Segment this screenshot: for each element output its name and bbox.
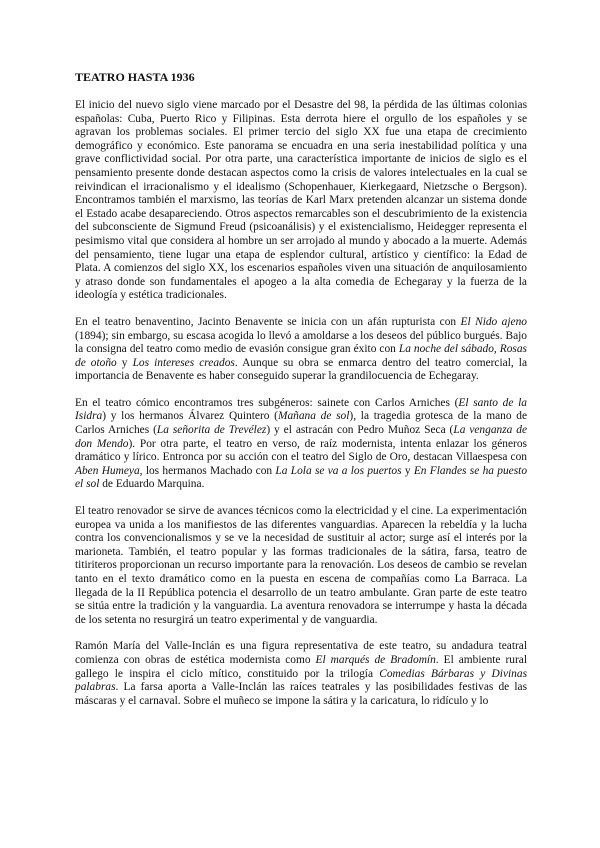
work-title: Mañana de sol	[277, 410, 350, 423]
paragraph-valle-inclan: Ramón María del Valle-Inclán es una figura representativa de este teatro, su andadura teatral comienza con obras de estética modernista como El marqués de Bradomín. El ambiente rural gallego le inspira el ciclo mítico, constituido por la trilogía Comedias Bárbaras y Divinas palabras. La farsa aporta a Valle-Inclán las raíces teatrales y las posibilidades festivas de las máscaras y el carnaval. Sobre el muñeco se impone la sátira y la caricatura, lo ridículo y lo	[75, 640, 527, 707]
paragraph-comic-theatre: En el teatro cómico encontramos tres subgéneros: sainete con Carlos Arniches (El santo de la Isidra) y los hermanos Álvarez Quintero (Mañana de sol), la tragedia grotesca de la mano de Carlos Arniches (La señorita de Trevélez) y el astracán con Pedro Muñoz Seca (La venganza de don Mendo). Por otra parte, el teatro en verso, de raíz modernista, intenta enlazar los géneros dramático y lírico. Entronca por su acción con el teatro del Siglo de Oro, destacan Villaespesa con Aben Humeya, los hermanos Machado con La Lola se va a los puertos y En Flandes se ha puesto el sol de Eduardo Marquina.	[75, 396, 528, 491]
paragraph-benavente: En el teatro benaventino, Jacinto Benavente se inicia con un afán rupturista con El Nido ajeno (1894); sin embargo, su escasa acogida lo llevó a amoldarse a los deseos del público burgués. Bajo la consigna del teatro como medio de evasión consigue gran éxito con La noche del sábado, Rosas de otoño y Los intereses creados. Aunque su obra se enmarca dentro del teatro comercial, la importancia de Benavente es haber conseguido superar la grandilocuencia de Echegaray.	[75, 315, 527, 383]
work-title: Aben Humeya	[75, 464, 140, 477]
work-title: La venganza de don Mendo	[75, 424, 528, 450]
work-title: El marqués de Bradomín	[315, 653, 436, 666]
work-title: El santo de la Isidra	[75, 396, 527, 423]
work-title: La Lola se va a los puertos	[275, 464, 402, 477]
work-title: Los intereses creados	[132, 356, 235, 369]
paragraph-context: El inicio del nuevo siglo viene marcado por el Desastre del 98, la pérdida de las últimas colonias españolas: Cuba, Puerto Rico y Filipinas. Esta derrota hiere el orgullo de los españoles y se agravan los problemas sociales. El primer tercio del siglo XX fue una etapa de crecimiento demográfico y económico. Este panorama se encuadra en una seria inestabilidad política y una grave conflictividad social. Por otra parte, una característica importante de inicios de siglo es el pensamiento presente donde destacan aspectos como la crisis de valores intelectuales en la cual se reivindican el irracionalismo y el idealismo (Schopenhauer, Kierkegaard, Nietzsche o Bergson). Encontramos también el marxismo, las teorías de Karl Marx pretenden alcanzar un sistema donde el Estado acabe desapareciendo. Otros aspectos remarcables son el descubrimiento de la existencia del subconsciente de Sigmund Freud (psicoanálisis) y el existencialismo, Heidegger representa el pesimismo vital que considera al hombre un ser arrojado al mundo y abocado a la muerte. Además del pensamiento, tiene lugar una etapa de esplendor cultural, artístico y científico: la Edad de Plata. A comienzos del siglo XX, los escenarios españoles viven una situación de anquilosamiento y atraso donde son fundamentales el apogeo a la alta comedia de Echegaray y la fuerza de la ideología y estética tradicionales.	[75, 99, 527, 302]
work-title: Comedias Bárbaras y Divinas palabras	[75, 667, 527, 694]
document-title: TEATRO HASTA 1936	[75, 70, 195, 84]
work-title: En Flandes se ha puesto el sol	[75, 464, 528, 491]
work-title: El Nido ajeno	[460, 315, 527, 328]
work-title: La noche del sábado, Rosas de otoño	[75, 343, 527, 369]
paragraph-renovating-theatre: El teatro renovador se sirve de avances técnicos como la electricidad y el cine. La experimentación europea va unida a los manifiestos de las diferentes vanguardias. Aparecen la rebeldía y la lucha contra los convencionalismos y se ve la necesidad de sustituir al actor; surge así el interés por la marioneta. También, el teatro popular y las formas tradicionales de la sátira, farsa, teatro de titiriteros proporcionan un recurso importante para la renovación. Los deseos de cambio se revelan tanto en el texto dramático como en la puesta en escena de compañías como La Barraca. La llegada de la II República potencia el desarrollo de un teatro ambulante. Gran parte de este teatro se sitúa entre la tradición y la vanguardia. La aventura renovadora se interrumpe y hasta la década de los setenta no resurgirá un teatro experimental y de vanguardia.	[75, 505, 527, 626]
work-title: La señorita de Trevélez	[156, 424, 267, 437]
